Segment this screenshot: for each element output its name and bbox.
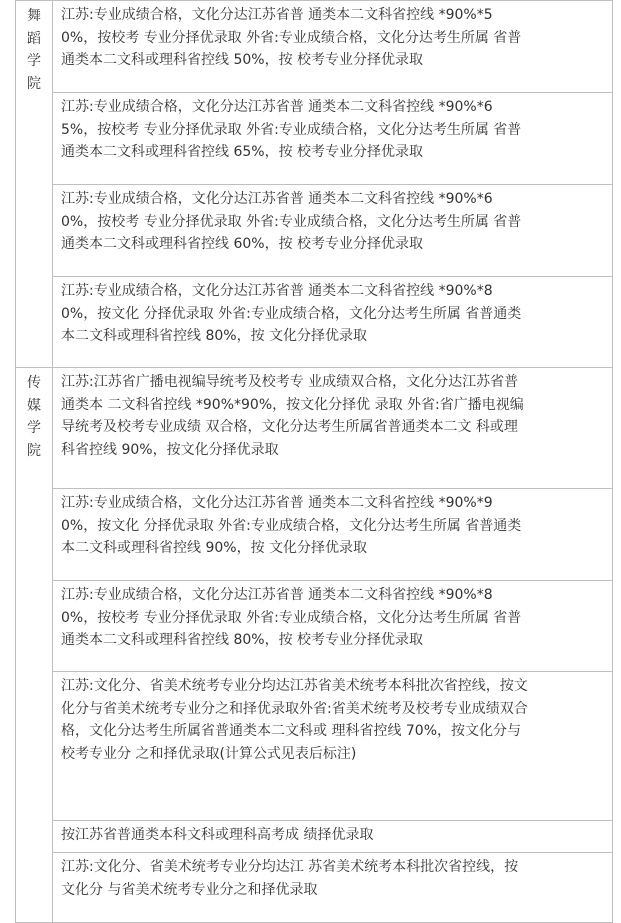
table-row [16,277,613,368]
table-row [16,1,613,93]
rule-cell: 江苏:专业成绩合格，文化分达江苏省普 通类本二文科省控线 *90%*6 0%，按校考 专业分择优录取 外省:专业成绩合格，文化分达考生所属 省普 通类本二文科或理科省控线 60%，按 校考专业分择优录取 [53,185,613,277]
rule-cell: 江苏:专业成绩合格，文化分达江苏省普 通类本二文科省控线 *90%*6 5%，按校考 专业分择优录取 外省:专业成绩合格，文化分达考生所属 省普 通类本二文科或理科省控线 65%，按 校考专业分择优录取 [53,93,613,185]
table-row [16,853,613,923]
table-row [16,489,613,581]
rule-cell: 江苏:专业成绩合格，文化分达江苏省普 通类本二文科省控线 *90%*8 0%，按文化 分择优录取 外省:专业成绩合格，文化分达考生所属 省普通类 本二文科或理科省控线 80%，按 文化分择优录取 [53,277,613,368]
rule-cell: 江苏:专业成绩合格，文化分达江苏省普 通类本二文科省控线 *90%*9 0%，按文化 分择优录取 外省:专业成绩合格，文化分达考生所属 省普通类 本二文科或理科省控线 90%，按 文化分择优录取 [53,489,613,581]
table-row [16,185,613,277]
table-row [16,672,613,821]
rule-cell: 江苏:专业成绩合格，文化分达江苏省普 通类本二文科省控线 *90%*5 0%，按校考 专业分择优录取 外省:专业成绩合格，文化分达考生所属 省普 通类本二文科或理科省控线 50%，按 校考专业分择优录取 [53,1,613,93]
admission-rules-table [15,0,613,923]
college-name-media: 传 媒 学 院 [16,368,53,923]
table-row [16,821,613,853]
rule-cell: 江苏:文化分、省美术统考专业分均达江苏省美术统考本科批次省控线，按文 化分与省美术统考专业分之和择优录取外省:省美术统考及校考专业成绩双合 格，文化分达考生所属省普通类本二文科或 理科省控线 70%，按文化分与 校考专业分 之和择优录取(计算公式见表后标注) [53,672,613,821]
rule-cell: 江苏:专业成绩合格，文化分达江苏省普 通类本二文科省控线 *90%*8 0%，按校考 专业分择优录取 外省:专业成绩合格，文化分达考生所属 省普 通类本二文科或理科省控线 80%，按 校考专业分择优录取 [53,581,613,672]
rule-cell: 按江苏省普通类本科文科或理科高考成 绩择优录取 [53,821,613,853]
rule-cell: 江苏:江苏省广播电视编导统考及校考专 业成绩双合格，文化分达江苏省普 通类本 二文科省控线 *90%*90%，按文化分择优 录取 外省:省广播电视编 导统考及校考专业成绩 双合格，文化分达考生所属省普通类本二文 科或理 科省控线 90%，按文化分择优录取 [53,368,613,489]
college-name-dance: 舞 蹈 学 院 [16,1,53,368]
table-row [16,368,613,489]
table-row [16,581,613,672]
table-row [16,93,613,185]
rule-cell: 江苏:文化分、省美术统考专业分均达江 苏省美术统考本科批次省控线，按 文化分 与省美术统考专业分之和择优录取 [53,853,613,923]
